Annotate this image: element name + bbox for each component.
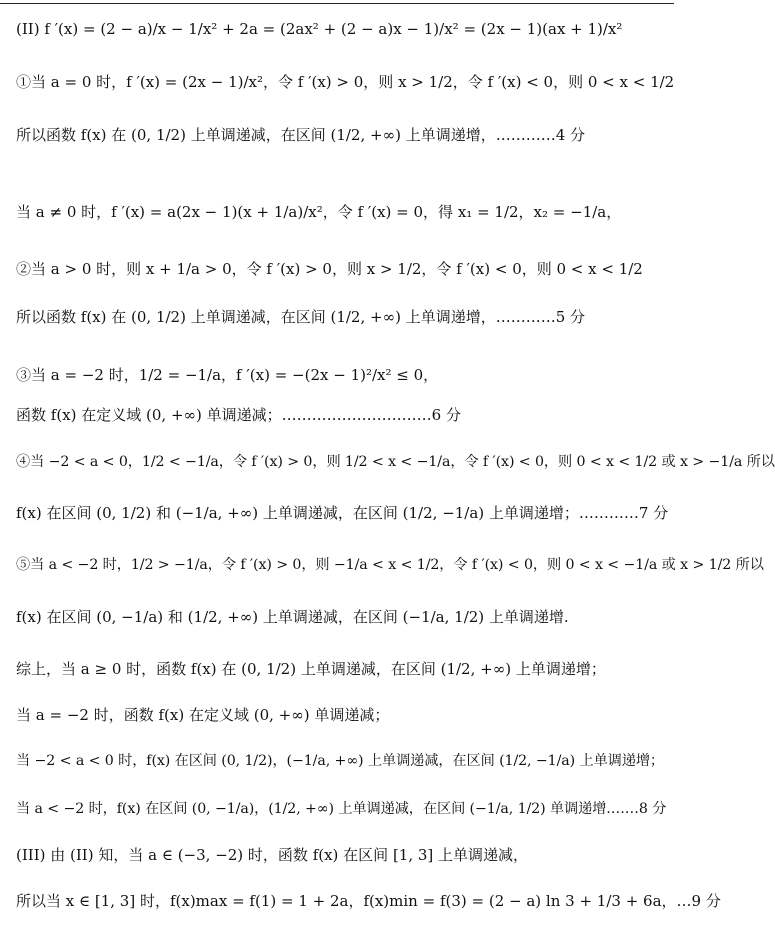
summary-line-3: 当 −2 < a < 0 时，f(x) 在区间 (0, 1/2)，(−1/a, +∞) 上单调递减，在区间 (1/2, −1/a) 上单调递增；	[16, 753, 665, 769]
case-a-positive-conclusion: 所以函数 f(x) 在 (0, 1/2) 上单调递减，在区间 (1/2, +∞) 上单调递增，…………5 分	[16, 308, 586, 326]
summary-line-4: 当 a < −2 时，f(x) 在区间 (0, −1/a)，(1/2, +∞) 上单调递减，在区间 (−1/a, 1/2) 单调递增.……8 分	[16, 801, 667, 817]
case-a-minus-two-conclusion: 函数 f(x) 在定义域 (0, +∞) 单调递减；…………………………6 分	[16, 406, 461, 424]
case-a-less-minus-two-conclusion: f(x) 在区间 (0, −1/a) 和 (1/2, +∞) 上单调递减，在区间 (−1/a, 1/2) 上单调递增.	[16, 608, 569, 626]
case-a-minus-two-line: ③当 a = −2 时，1/2 = −1/a，f ′(x) = −(2x − 1)²/x² ≤ 0，	[16, 366, 439, 384]
formula-line-derivative: (II) f ′(x) = (2 − a)/x − 1/x² + 2a = (2ax² + (2 − a)x − 1)/x² = (2x − 1)(ax + 1)/x²	[16, 20, 623, 38]
case-a-zero-conclusion: 所以函数 f(x) 在 (0, 1/2) 上单调递减，在区间 (1/2, +∞) 上单调递增，…………4 分	[16, 126, 586, 144]
case-a-zero-line: ①当 a = 0 时，f ′(x) = (2x − 1)/x²，令 f ′(x) > 0，则 x > 1/2，令 f ′(x) < 0，则 0 < x < 1/2	[16, 73, 675, 91]
case-a-between-line: ④当 −2 < a < 0，1/2 < −1/a，令 f ′(x) > 0，则 1/2 < x < −1/a，令 f ′(x) < 0，则 0 < x < 1/2 或 x > −1/a 所以	[16, 454, 775, 470]
case-a-positive-line: ②当 a > 0 时，则 x + 1/a > 0，令 f ′(x) > 0，则 x > 1/2，令 f ′(x) < 0，则 0 < x < 1/2	[16, 260, 643, 278]
summary-line-2: 当 a = −2 时，函数 f(x) 在定义域 (0, +∞) 单调递减；	[16, 706, 390, 724]
summary-line-1: 综上，当 a ≥ 0 时，函数 f(x) 在 (0, 1/2) 上单调递减，在区间 (1/2, +∞) 上单调递增；	[16, 660, 606, 678]
case-a-between-conclusion: f(x) 在区间 (0, 1/2) 和 (−1/a, +∞) 上单调递减，在区间 (1/2, −1/a) 上单调递增；…………7 分	[16, 504, 669, 522]
case-a-nonzero-line: 当 a ≠ 0 时，f ′(x) = a(2x − 1)(x + 1/a)/x²，令 f ′(x) = 0，得 x₁ = 1/2，x₂ = −1/a，	[16, 203, 622, 221]
case-a-less-minus-two-line: ⑤当 a < −2 时，1/2 > −1/a，令 f ′(x) > 0，则 −1/a < x < 1/2，令 f ′(x) < 0，则 0 < x < −1/a 或 x > 1/2 所以	[16, 557, 764, 573]
part-three-conclusion: 所以当 x ∈ [1, 3] 时，f(x)max = f(1) = 1 + 2a，f(x)min = f(3) = (2 − a) ln 3 + 1/3 + 6a，…9 分	[16, 892, 721, 910]
top-rule	[0, 3, 674, 4]
part-three-line: (III) 由 (II) 知，当 a ∈ (−3, −2) 时，函数 f(x) 在区间 [1, 3] 上单调递减，	[16, 846, 529, 864]
